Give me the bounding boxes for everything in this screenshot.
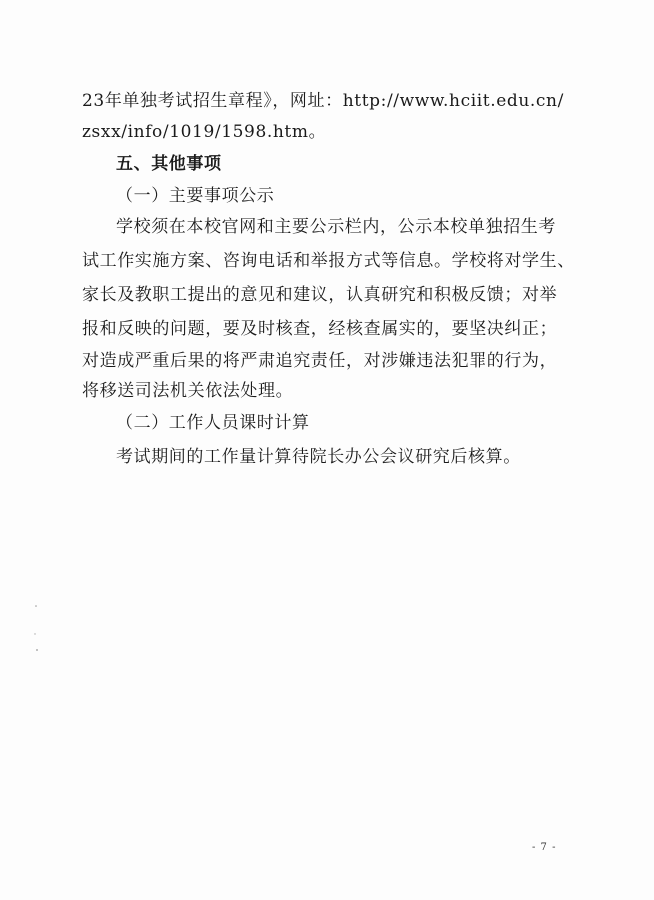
paragraph-1-line-1: 学校须在本校官网和主要公示栏内，公示本校单独招生考 (116, 217, 556, 237)
text-line-2: zsxx/info/1019/1598.htm。 (82, 122, 327, 142)
paragraph-2-line-1: 考试期间的工作量计算待院长办公会议研究后核算。 (116, 447, 521, 467)
paragraph-1-line-4: 报和反映的问题，要及时核查，经核查属实的，要坚决纠正； (82, 319, 558, 339)
paragraph-1-line-2: 试工作实施方案、咨询电话和举报方式等信息。学校将对学生、 (82, 251, 575, 271)
paragraph-1-line-5: 对造成严重后果的将严肃追究责任，对涉嫌违法犯罪的行为， (82, 351, 558, 371)
text-line-1: 23年单独考试招生章程》，网址：http://www.hciit.edu.cn/ (82, 91, 564, 111)
paragraph-1-line-3: 家长及教职工提出的意见和建议，认真研究和积极反馈；对举 (82, 285, 558, 305)
section-heading-other-matters: 五、其他事项 (116, 154, 222, 174)
paragraph-1-line-6: 将移送司法机关依法处理。 (82, 381, 294, 401)
subsection-heading-2: （二）工作人员课时计算 (116, 413, 310, 433)
scan-specks (30, 600, 42, 660)
page-number: - 7 - (532, 842, 557, 853)
subsection-heading-1: （一）主要事项公示 (116, 186, 275, 206)
